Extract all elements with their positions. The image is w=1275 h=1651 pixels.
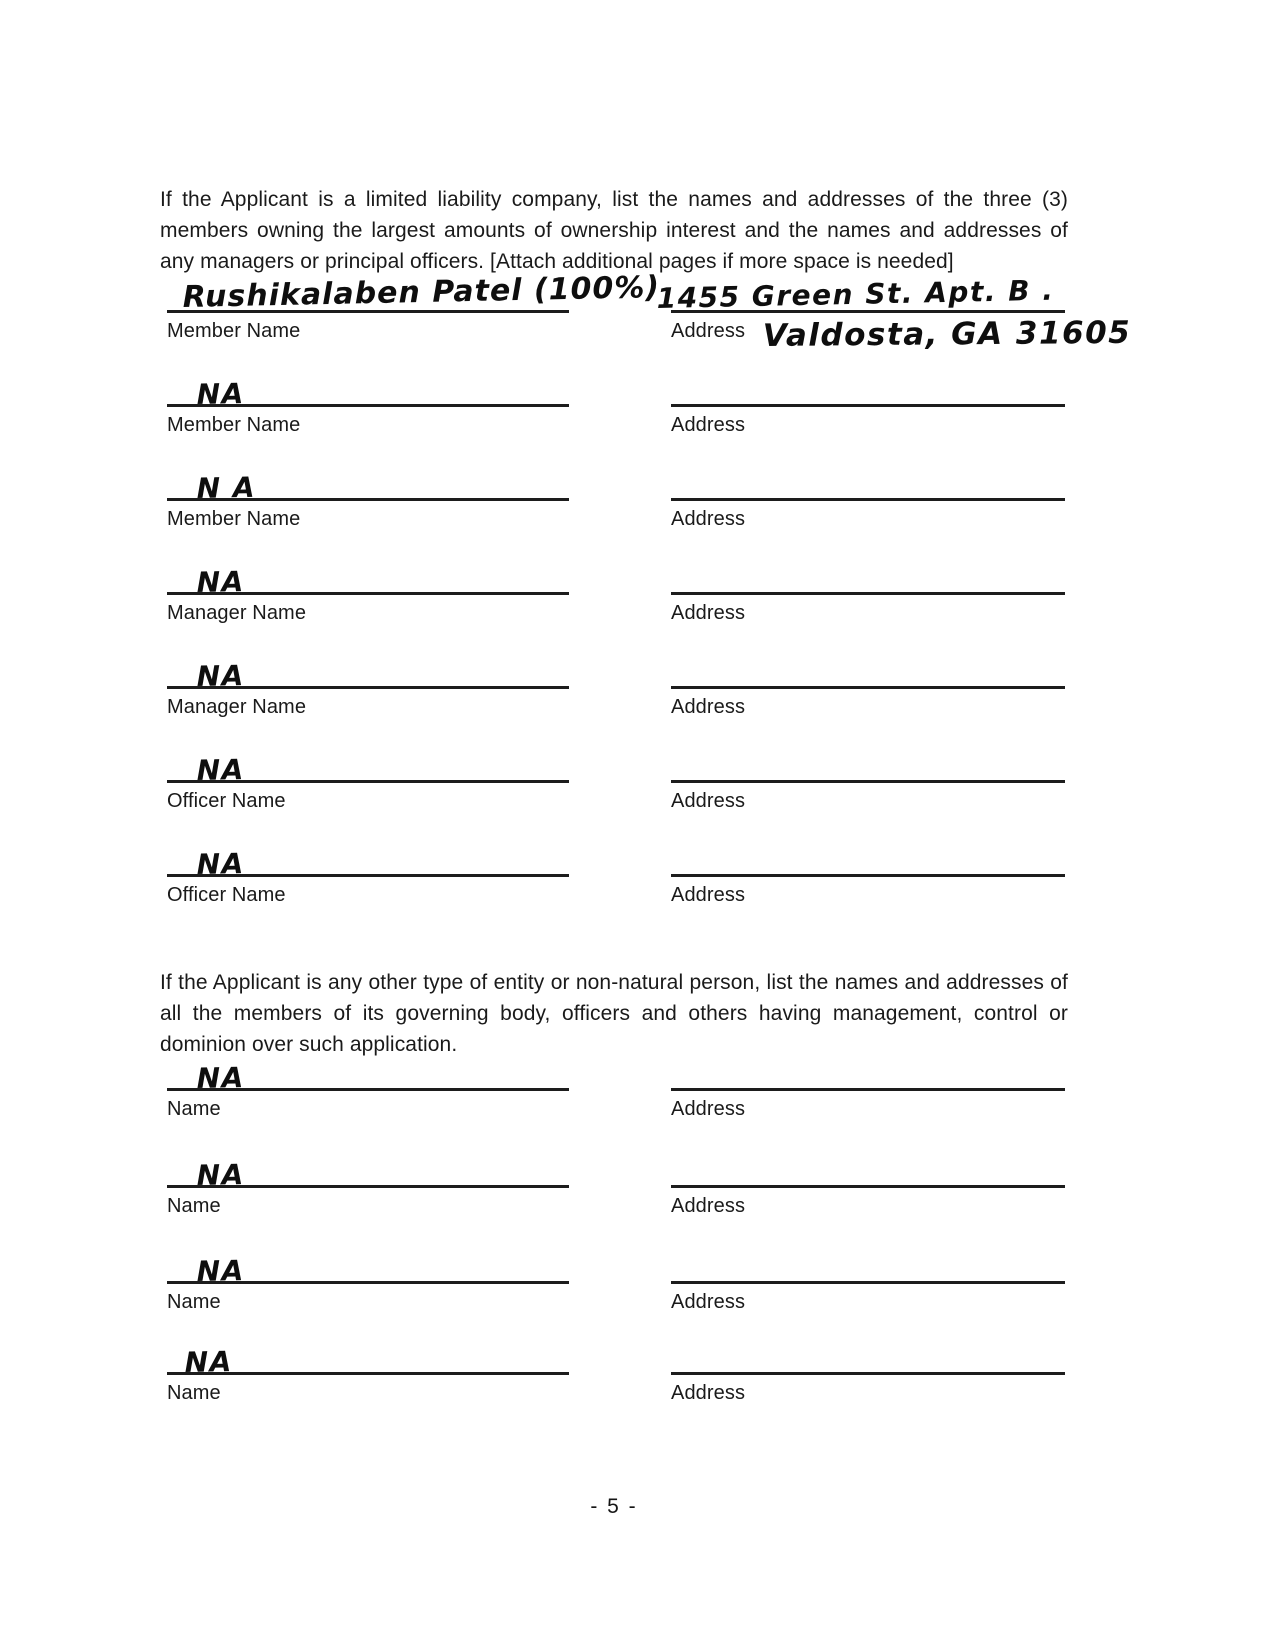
manager-name-blank-line — [167, 540, 569, 599]
officer-name-label: Officer Name — [167, 790, 286, 812]
address-label: Address — [671, 1291, 746, 1313]
entity-name-field-3 — [167, 1229, 569, 1314]
manager-name-label: Manager Name — [167, 696, 307, 718]
address-blank-line — [671, 822, 1065, 877]
officer-name-field-2 — [167, 822, 569, 907]
handwritten-na: NA — [196, 376, 246, 411]
handwritten-na: NA — [196, 1157, 246, 1192]
address-blank-line — [671, 540, 1065, 595]
member-name-field-3 — [167, 446, 569, 531]
name-blank-line — [167, 1133, 569, 1192]
officer-name-field-1 — [167, 728, 569, 813]
handwritten-address-line2: Valdosta, GA 31605 — [762, 314, 1132, 354]
name-blank-line — [167, 1320, 569, 1379]
address-blank-line — [671, 1229, 1065, 1284]
handwritten-na: NA — [196, 564, 246, 599]
name-label: Name — [167, 1291, 221, 1313]
address-blank-line — [671, 446, 1065, 501]
address-field-5 — [671, 634, 1065, 719]
address-label: Address — [671, 884, 746, 906]
manager-name-label: Manager Name — [167, 602, 307, 624]
name-label: Name — [167, 1382, 221, 1404]
entity-name-field-4 — [167, 1320, 569, 1405]
officer-name-label: Officer Name — [167, 884, 286, 906]
handwritten-na: NA — [196, 658, 246, 693]
address-blank-line — [671, 352, 1065, 407]
member-name-label: Member Name — [167, 414, 301, 436]
handwritten-na: N A — [196, 470, 257, 505]
member-name-label: Member Name — [167, 508, 301, 530]
address-label: Address — [671, 320, 746, 342]
address-blank-line — [671, 1036, 1065, 1091]
address-label: Address — [671, 602, 746, 624]
address-blank-line — [671, 1320, 1065, 1375]
address-field-2 — [671, 352, 1065, 437]
entity-address-field-4 — [671, 1320, 1065, 1405]
address-blank-line — [671, 728, 1065, 783]
other-entity-instructions-paragraph: If the Applicant is any other type of entity or non-natural person, list the names and addresses of all the members of its governing body, officers and others having management, control or dominion over such application. — [160, 971, 1068, 1056]
entity-address-field-3 — [671, 1229, 1065, 1314]
handwritten-member-name: Rushikalaben Patel (100%) — [182, 270, 661, 315]
name-label: Name — [167, 1195, 221, 1217]
address-blank-line — [656, 258, 1065, 315]
member-name-blank-line — [167, 352, 569, 411]
address-blank-line — [671, 634, 1065, 689]
address-field-1 — [656, 258, 1132, 354]
address-label: Address — [671, 696, 746, 718]
handwritten-na: NA — [196, 752, 246, 787]
member-name-blank-line — [167, 446, 569, 505]
address-label: Address — [671, 1098, 746, 1120]
address-blank-line — [671, 1133, 1065, 1188]
handwritten-na: NA — [196, 846, 246, 881]
name-label: Name — [167, 1098, 221, 1120]
handwritten-address-line1: 1455 Green St. Apt. B . — [656, 273, 1055, 315]
member-name-label: Member Name — [167, 320, 301, 342]
name-blank-line — [167, 1229, 569, 1288]
address-field-7 — [671, 822, 1065, 907]
entity-address-field-2 — [671, 1133, 1065, 1218]
entity-address-field-1 — [671, 1036, 1065, 1121]
member-name-blank-line — [167, 258, 661, 315]
address-field-6 — [671, 728, 1065, 813]
member-name-field-1 — [167, 258, 661, 343]
handwritten-na: NA — [196, 1253, 246, 1288]
address-label: Address — [671, 1382, 746, 1404]
page-number: - 5 - — [590, 1495, 638, 1518]
llc-instructions-paragraph: If the Applicant is a limited liability company, list the names and addresses of the three (3) members owning the largest amounts of ownership interest and the names and addresses of any managers or principal officers. [Attach additional pages if more space is needed] — [160, 188, 1068, 273]
entity-name-field-1 — [167, 1036, 569, 1121]
entity-name-field-2 — [167, 1133, 569, 1218]
address-label: Address — [671, 508, 746, 530]
member-name-field-2 — [167, 352, 569, 437]
address-label: Address — [671, 1195, 746, 1217]
officer-name-blank-line — [167, 822, 569, 881]
address-label: Address — [671, 414, 746, 436]
manager-name-blank-line — [167, 634, 569, 693]
handwritten-na: NA — [196, 1060, 246, 1095]
officer-name-blank-line — [167, 728, 569, 787]
manager-name-field-2 — [167, 634, 569, 719]
address-field-3 — [671, 446, 1065, 531]
handwritten-na: NA — [184, 1344, 234, 1379]
name-blank-line — [167, 1036, 569, 1095]
address-label: Address — [671, 790, 746, 812]
address-field-4 — [671, 540, 1065, 625]
manager-name-field-1 — [167, 540, 569, 625]
